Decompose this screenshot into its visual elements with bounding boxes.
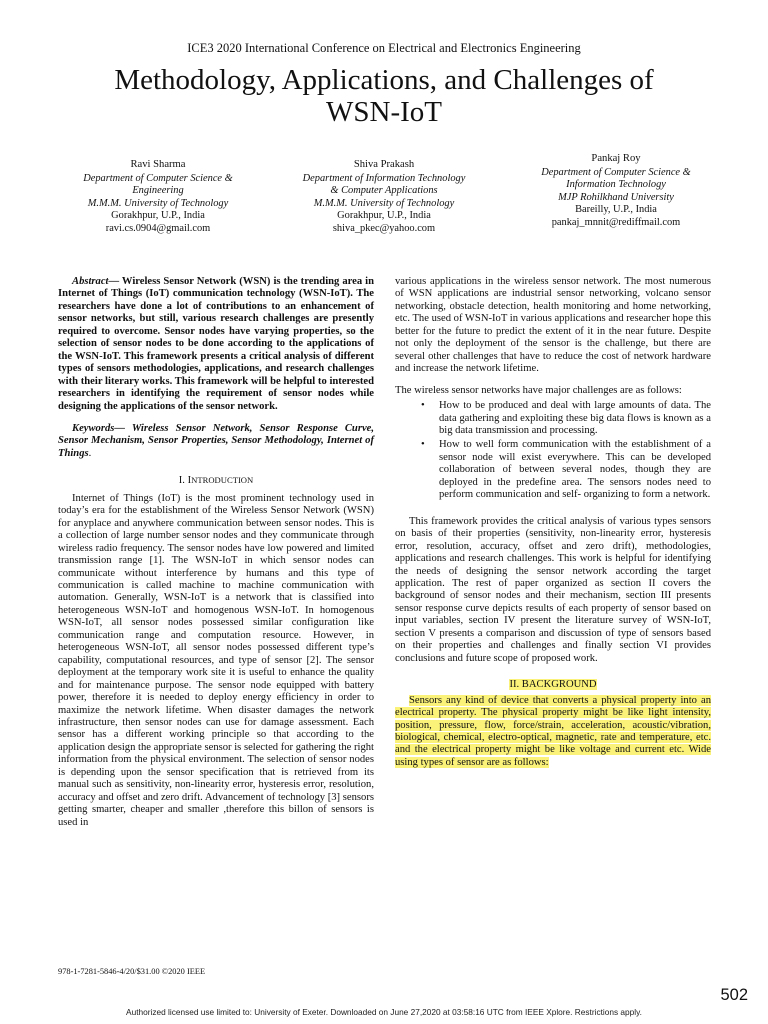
page-number: 502 — [720, 986, 748, 1004]
list-item: • How to be produced and deal with large amounts of data. The data gathering and exploiting these big data flows is known as a big data transmission and processing. — [395, 400, 711, 437]
author-name: Shiva Prakash — [353, 159, 415, 170]
author-dept-line-1: Department of Computer Science & — [541, 166, 691, 178]
background-paragraph-1 — [395, 695, 711, 770]
section-heading-introduction — [58, 474, 374, 487]
author-name: Ravi Sharma — [130, 159, 186, 170]
author-university: M.M.M. University of Technology — [87, 197, 229, 209]
highlighted-text: Sensors any kind of device that converts a physical property into an electrical property. The physical property might be like light intensity, position, pressure, flow, force/strain, acceleration, acoustic/vibration, biological, chemical, electro-optical, magnetic, rate and temperature, etc. and the electrical property might be like voltage and current etc. Wide using types of sensor are as follows: — [395, 694, 711, 768]
author-dept-line-1: Department of Computer Science & — [83, 172, 233, 184]
section-number: I. — [178, 475, 185, 487]
author-location: Gorakhpur, U.P., India — [111, 210, 205, 222]
intro-paragraph-3: This framework provides the critical analysis of various types sensors on basis of their properties (sensitivity, non-linearity error, hysteresis error, resolution, accuracy, offset and zero drift), methodologies, applications and research challenges. This work is helpful for identifying the needs of designing the sensor network according the target application. The rest of paper organized as section II covers the background of sensor nodes and their mechanism, section III presents sensor response curve depicts results of each property of sensor based on input variables, section IV present the literature survey of WSN-IoT, section V presents a comparison and discussion of type of sensors based on their properties and challenges and finally section VI provides conclusions and future scope of proposed work. — [395, 515, 711, 664]
intro-paragraph-1: Internet of Things (IoT) is the most prominent technology used in today’s era for the establishment of the Wireless Sensor Network (WSN) for anyplace and anywhere communication between sensor nodes. This is a collection of large number sensor nodes and they communicate through wireless radio frequency. The sensor nodes have low powered and limited transmission range [1]. The WSN-IoT in which sensor nodes can communicate without interference by humans and this type of communication is called machine to machine communication with automation. Generally, WSN-IoT is a network that is classified into heterogeneous WSN-IoT and homogenous WSN-IoT. In homogenous WSN-IoT, all sensor nodes possessed similar configuration like communication range and computation resource. However, in heterogeneous WSN-IoT, all sensor nodes possessed different type’s capability, computational resources, and type of sensor [2]. The sensor deployment at the temporary work site it is useful to enhance the quality and for maintenance purpose. The sensor node equipped with battery power, therefore it is needed to deploy energy efficiency in order to maximize the network lifetime. When disaster damages the network infrastructure, then sensor nodes can use for damage assessment. Each sensor has a different working principle so that according to the application design the appropriate sensor is selected for gathering the right information from the physical environment. The selection of sensor nodes is depending upon the sensor specification that is retrieved from its manual such as sensitivity, non-linearity error, hysteresis error, resolution, accuracy and offset and zero drift. Advancement of technology [3] sensors getting smarter, cheaper and smaller ,therefore this billon of sensors is used in — [58, 492, 374, 828]
conference-name: ICE3 2020 International Conference on Electrical and Electronics Engineering — [187, 41, 581, 55]
left-column — [58, 276, 374, 829]
paper-title — [60, 64, 708, 128]
license-notice: Authorized licensed use limited to: University of Exeter. Downloaded on June 27,2020 at 03:58:16 UTC from IEEE Xplore. Restrictions apply. — [126, 1007, 642, 1017]
author-block-1 — [58, 159, 258, 236]
author-location: Bareilly, U.P., India — [575, 204, 657, 216]
keywords-dash: — — [114, 422, 132, 434]
author-university: MJP Rohilkhand University — [558, 191, 674, 203]
author-email[interactable]: ravi.cs.0904@gmail.com — [105, 222, 211, 234]
title-line-1: Methodology, Applications, and Challenges of — [114, 64, 654, 96]
abstract-label: Abstract — [72, 276, 109, 287]
abstract-text: Wireless Sensor Network (WSN) is the trending area in Internet of Things (IoT) communication technology (WSN-IoT). The researchers have done a lot of contributions to an enhancement of sensor networks, but still, various research challenges are presently required to overcome. Sensor nodes have varying properties, so the selection of sensor nodes to be done according to the applications of the WSN-IoT. This framework presents a critical analysis of different types of sensors methodologies, applications, and research challenges with their literary works. This framework will be helpful to interested researchers in identifying the requirement of sensor nodes while designing the applications of the sensor network. — [58, 276, 374, 412]
author-name: Pankaj Roy — [591, 153, 641, 164]
list-item: • How to well form communication with the establishment of a sensor node will exist everywhere. This can be developed collaboration of between several nodes, though they are deployed in the predefine area. The sensors nodes need to perform communication and self- organizing to form a network. — [395, 439, 711, 501]
right-column — [395, 276, 711, 769]
abstract-dash: — — [108, 276, 122, 287]
intro-paragraph-1-continued: various applications in the wireless sensor network. The most numerous of WSN applications are industrial sensor networking, volcano sensor networking, obstacle detection, health monitoring and home networking, etc. The used of WSN-IoT in various applications and researcher hope this better for the future to predict the extent of it in the near future. Despite not only the deployment of the sensor is the challenge, but there are several other challenges that have to reduce the cost of network hardware and increase the network lifetime. — [395, 276, 711, 375]
title-line-2: WSN-IoT — [326, 96, 442, 128]
intro-paragraph-2: The wireless sensor networks have major challenges are as follows: — [395, 384, 682, 396]
author-block-3 — [516, 153, 716, 230]
section-heading-initial: I — [187, 475, 192, 487]
isbn-footer: 978-1-7281-5846-4/20/$31.00 ©2020 IEEE — [58, 967, 206, 976]
author-email[interactable]: pankaj_mnnit@rediffmail.com — [551, 216, 681, 228]
author-dept-line-1: Department of Information Technology — [302, 172, 466, 184]
author-email[interactable]: shiva_pkec@yahoo.com — [332, 222, 436, 234]
author-dept-line-2: Information Technology — [566, 179, 666, 191]
keywords-label: Keywords — [72, 422, 115, 434]
keywords — [58, 423, 374, 460]
author-dept-line-2: Engineering — [132, 185, 184, 197]
keywords-text: Wireless Sensor Network, Sensor Response Curve, Sensor Mechanism, Sensor Properties, Sensor Methodology, Internet of Things — [58, 422, 374, 459]
abstract — [58, 276, 374, 413]
keywords-period: . — [88, 447, 92, 459]
author-university: M.M.M. University of Technology — [313, 197, 455, 209]
section-heading-rest: NTRODUCTION — [191, 475, 254, 486]
author-dept-line-2: & Computer Applications — [330, 185, 438, 197]
challenges-list — [395, 400, 711, 502]
author-block-2 — [283, 159, 485, 236]
author-location: Gorakhpur, U.P., India — [337, 210, 431, 222]
background-heading-text: II. BACKGROUND — [509, 679, 597, 691]
section-heading-background — [395, 679, 711, 691]
